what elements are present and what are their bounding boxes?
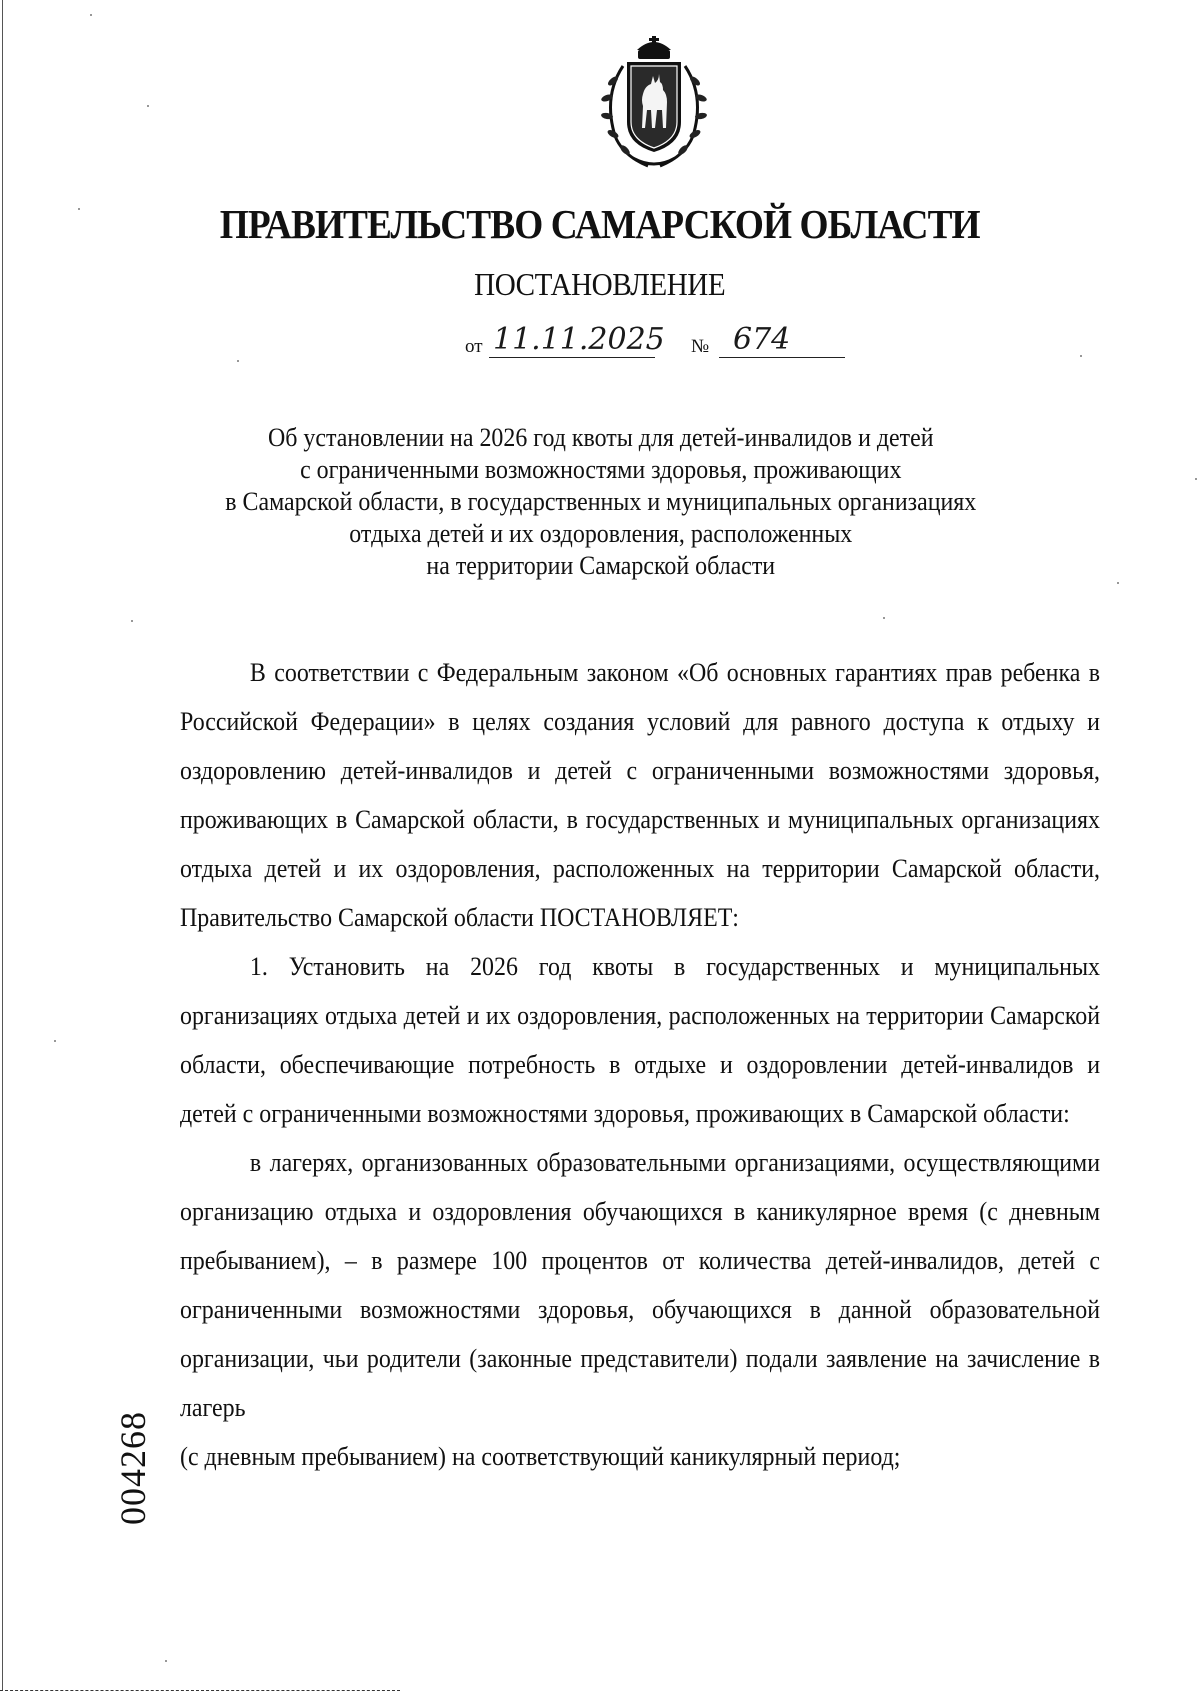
page-border-bottom — [0, 1690, 400, 1691]
subject-line: на территории Самарской области — [426, 551, 776, 580]
point-1-subparagraph: в лагерях, организованных образовательными организациями, осуществляющими организацию отдыха и оздоровления обучающихся в каникулярное время (с дневным пребыванием), – в размере 100 процентов от количества детей-инвалидов, детей с ограниченными возможностями здоровья, обучающихся в данной образовательной организации, чьи родители (законные представители) подали заявление на зачисление в лагерь — [180, 1148, 1101, 1422]
organization-title: ПРАВИТЕЛЬСТВО САМАРСКОЙ ОБЛАСТИ — [219, 201, 980, 247]
point-1-paragraph: 1. Установить на 2026 год квоты в государственных и муниципальных организациях отдыха детей и их оздоровления, расположенных на территории Самарской области, обеспечивающие потребность в отдыхе и оздоровлении детей-инвалидов и детей с ограниченными возможностями здоровья, проживающих в Самарской области: — [180, 952, 1101, 1128]
registration-number: 004268 — [113, 1411, 153, 1525]
handwritten-number: 674 — [733, 322, 791, 357]
subject-line: отдыха детей и их оздоровления, расположенных — [349, 519, 853, 548]
preamble-paragraph: В соответствии с Федеральным законом «Об основных гарантиях прав ребенка в Российской Федерации» в целях создания условий для равного доступа к отдыху и оздоровлению детей-инвалидов и детей с ограниченными возможностями здоровья, проживающих в Самарской области, в государственных и муниципальных организациях отдыха детей и их оздоровления, расположенных на территории Самарской области, — [180, 658, 1101, 883]
number-prefix: № — [691, 336, 710, 357]
handwritten-date: 11.11.2025 — [493, 322, 665, 357]
document-subject — [0, 422, 1200, 582]
point-1-subparagraph-end: (с дневным пребыванием) на соответствующий каникулярный период; — [180, 1442, 901, 1471]
date-prefix: от — [465, 336, 483, 357]
document-body — [180, 648, 1100, 1481]
subject-line: в Самарской области, в государственных и муниципальных организациях — [225, 487, 977, 516]
number-underline — [719, 357, 845, 358]
date-number-line — [465, 322, 865, 362]
preamble-resolution: Правительство Самарской области ПОСТАНОВЛЯЕТ: — [180, 903, 739, 932]
document-type: ПОСТАНОВЛЕНИЕ — [474, 266, 726, 302]
date-underline — [489, 357, 655, 358]
page-border-left — [2, 0, 3, 1690]
subject-line: Об установлении на 2026 год квоты для детей-инвалидов и детей — [268, 423, 934, 452]
samara-coat-of-arms-emblem — [593, 36, 715, 172]
subject-line: с ограниченными возможностями здоровья, проживающих — [300, 455, 902, 484]
